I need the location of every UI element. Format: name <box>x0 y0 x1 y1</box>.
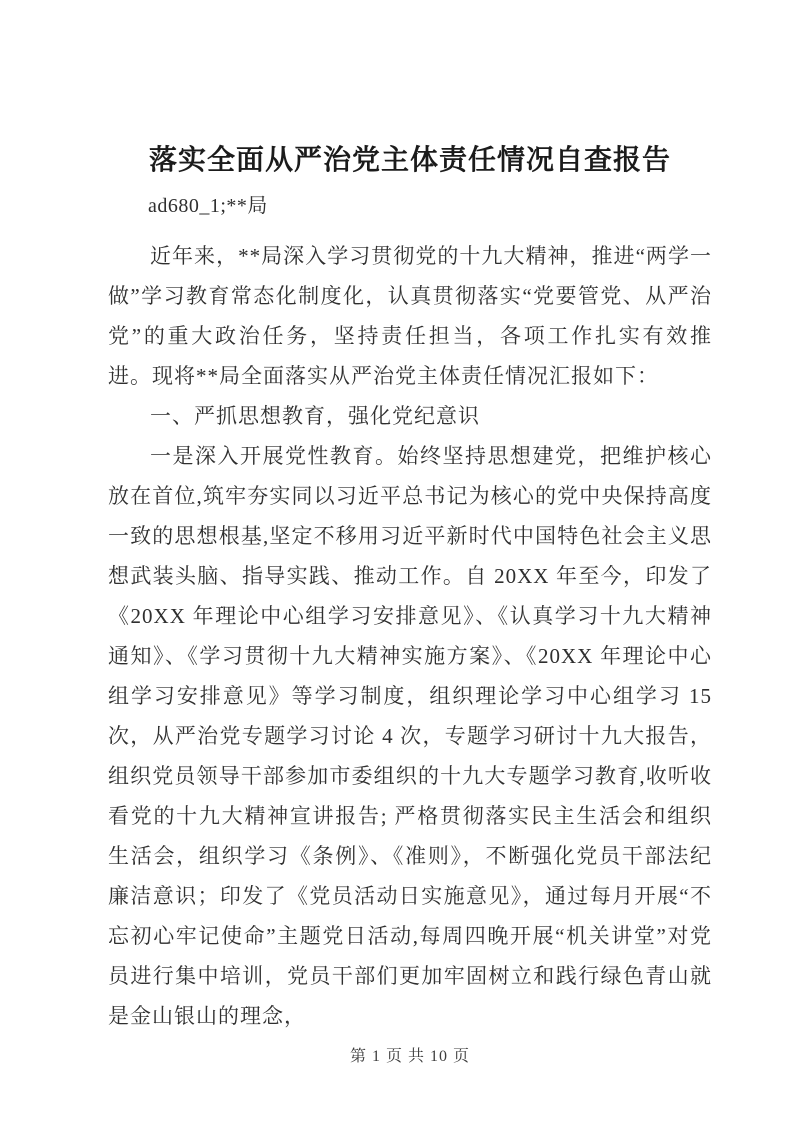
section-heading-1: 一、严抓思想教育，强化党纪意识 <box>150 404 480 428</box>
document-content <box>0 142 800 1036</box>
page-number-indicator: 第 1 页 共 10 页 <box>349 1048 470 1065</box>
document-title: 落实全面从严治党主体责任情况自查报告 <box>148 145 671 176</box>
paragraph-intro: 近年来，**局深入学习贯彻党的十九大精神，推进“两学一做”学习教育常态化制度化，认真贯彻落实“党要管党、从严治党”的重大政治任务，坚持责任担当，各项工作扎实有效推进。现将**局全面落实从严治党主体责任情况汇报如下： <box>108 244 712 388</box>
paragraph-section-1-body: 一是深入开展党性教育。始终坚持思想建党，把维护核心放在首位,筑牢夯实同以习近平总书记为核心的党中央保持高度一致的思想根基,坚定不移用习近平新时代中国特色社会主义思想武装头脑、指导实践、推动工作。自 20XX 年至今，印发了《20XX 年理论中心组学习安排意见》、《认真学习十九大精神通知》、《学习贯彻十九大精神实施方案》、《20XX 年理论中心组学习安排意见》等学习制度，组织理论学习中心组学习 15 次，从严治党专题学习讨论 4 次，专题学习研讨十九大报告，组织党员领导干部参加市委组织的十九大专题学习教育,收听收看党的十九大精神宣讲报告; 严格贯彻落实民主生活会和组织生活会，组织学习《条例》、《准则》，不断强化党员干部法纪廉洁意识；印发了《党员活动日实施意见》，通过每月开展“不忘初心牢记使命”主题党日活动,每周四晚开展“机关讲堂”对党员进行集中培训，党员干部们更加牢固树立和践行绿色青山就是金山银山的理念， <box>108 444 712 1028</box>
byline: ad680_1;**局 <box>148 195 268 217</box>
